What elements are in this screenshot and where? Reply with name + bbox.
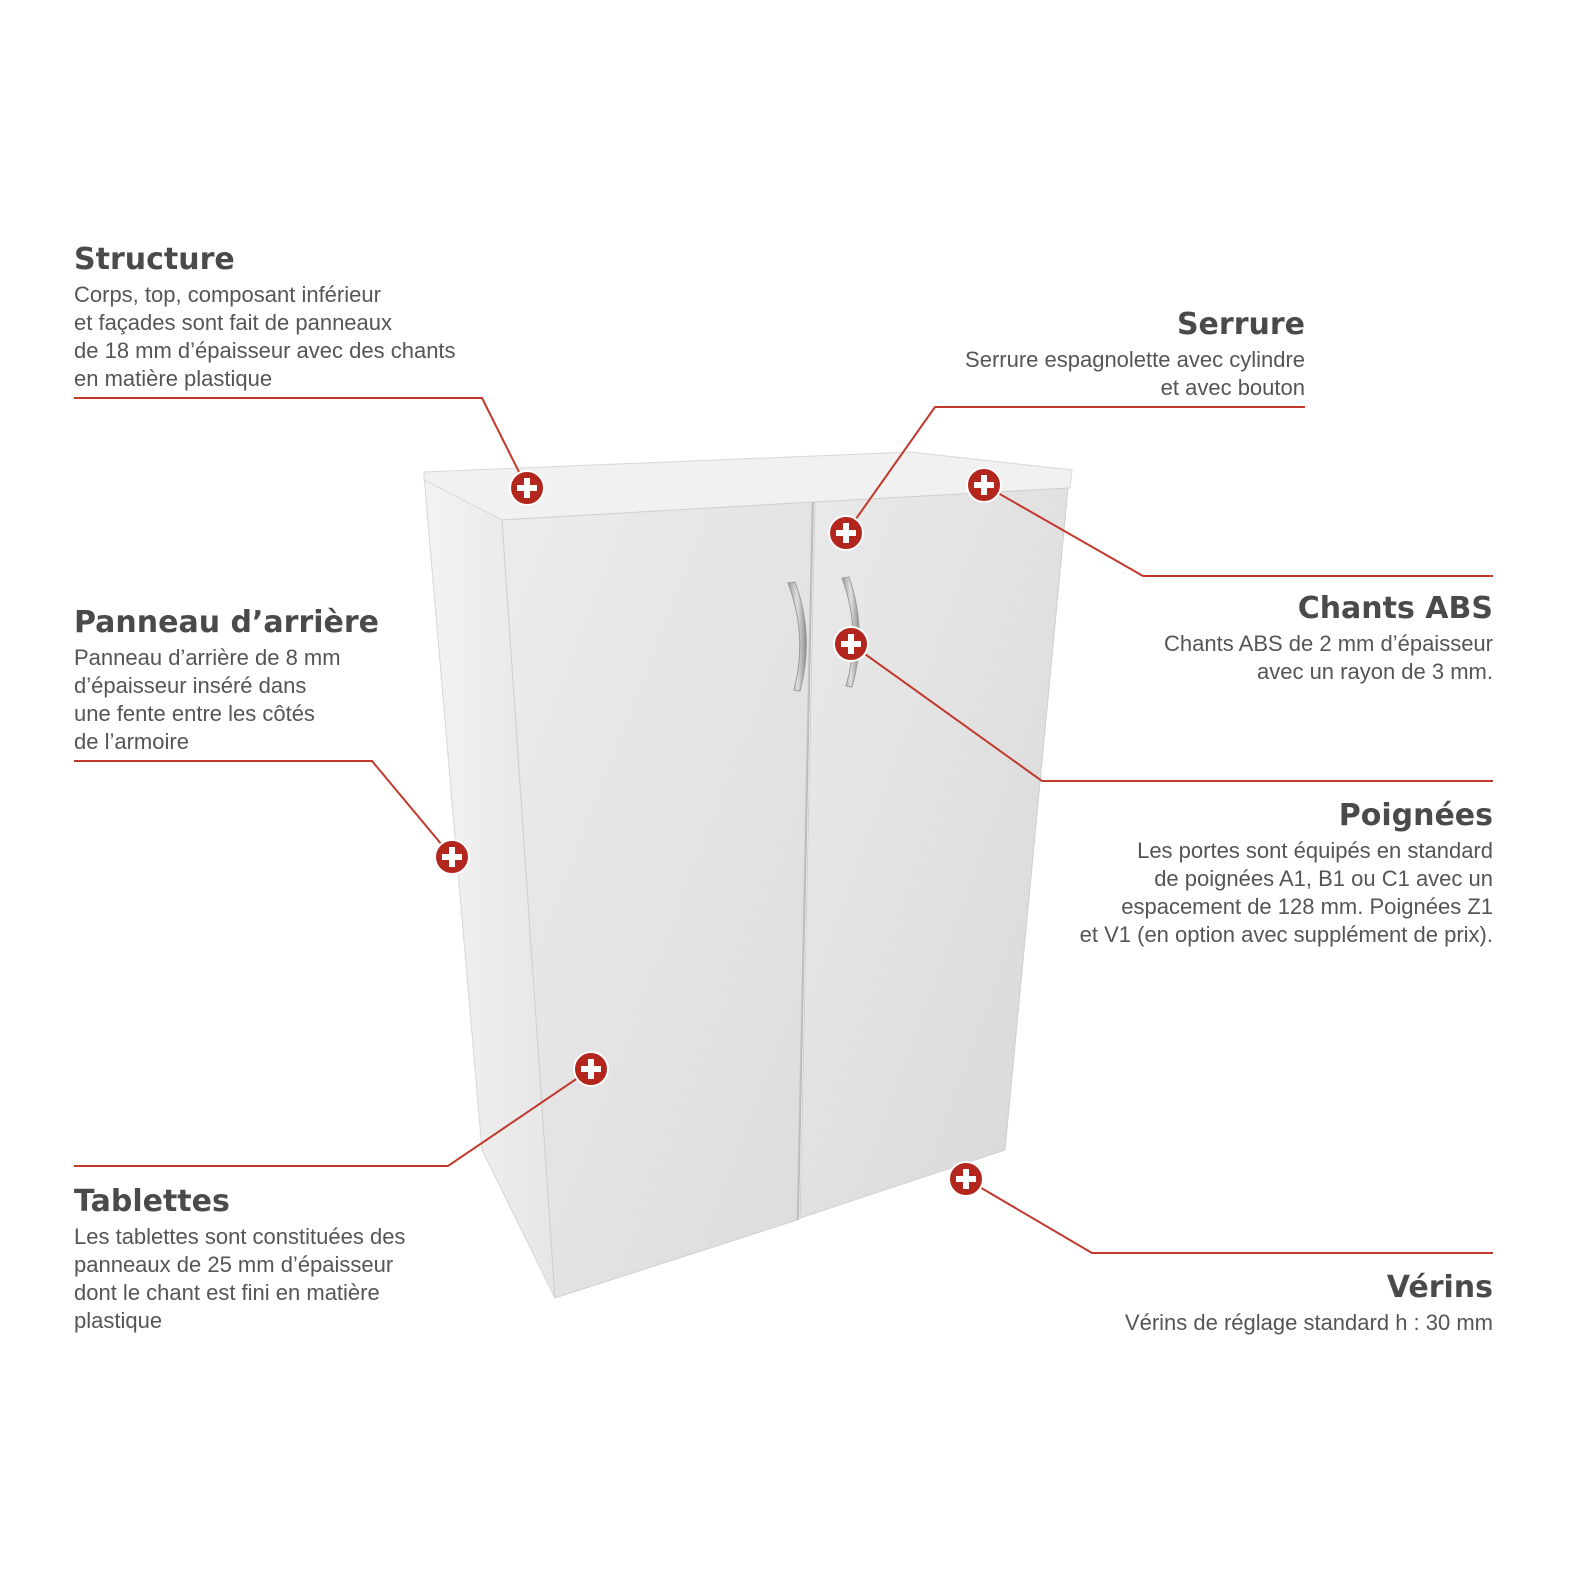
callout-poignees	[1003, 799, 1493, 949]
callout-description: Corps, top, composant inférieur et façades sont fait de panneaux de 18 mm d’épaisseur avec des chants en matière plastique	[74, 282, 456, 391]
callout-description: Les portes sont équipés en standard de poignées A1, B1 ou C1 avec un espacement de 128 mm. Poignées Z1 et V1 (en option avec supplément de prix).	[1079, 838, 1493, 947]
cabinet-left-door	[502, 502, 812, 1298]
leader-line-panneau	[74, 761, 452, 857]
plus-circle-icon[interactable]	[435, 840, 469, 874]
callout-panneau	[74, 606, 434, 756]
plus-circle-icon[interactable]	[949, 1162, 983, 1196]
plus-circle-icon[interactable]	[829, 516, 863, 550]
plus-circle-icon[interactable]	[967, 468, 1001, 502]
plus-circle-icon[interactable]	[574, 1052, 608, 1086]
callout-description: Serrure espagnolette avec cylindre et avec bouton	[965, 347, 1305, 400]
leader-line-verins	[966, 1179, 1493, 1253]
callout-title: Serrure	[1176, 307, 1305, 342]
callout-title: Structure	[74, 242, 235, 277]
callout-tablettes	[74, 1185, 494, 1335]
callout-chants	[1113, 592, 1493, 686]
callout-title: Vérins	[1386, 1270, 1493, 1305]
callout-description: Les tablettes sont constituées des panneaux de 25 mm d’épaisseur dont le chant est fini en matière plastique	[74, 1224, 406, 1333]
callout-verins	[1053, 1271, 1493, 1337]
callout-title: Poignées	[1338, 798, 1493, 833]
callout-description: Chants ABS de 2 mm d’épaisseur avec un rayon de 3 mm.	[1164, 631, 1493, 684]
callout-title: Chants ABS	[1297, 591, 1493, 626]
callout-description: Panneau d’arrière de 8 mm d’épaisseur inséré dans une fente entre les côtés de l’armoire	[74, 645, 341, 754]
plus-circle-icon[interactable]	[834, 627, 868, 661]
callout-structure	[74, 243, 534, 393]
callout-title: Panneau d’arrière	[74, 605, 380, 640]
callout-description: Vérins de réglage standard h : 30 mm	[1124, 1310, 1493, 1335]
callout-serrure	[905, 308, 1305, 402]
callout-title: Tablettes	[74, 1184, 230, 1219]
plus-circle-icon[interactable]	[510, 471, 544, 505]
